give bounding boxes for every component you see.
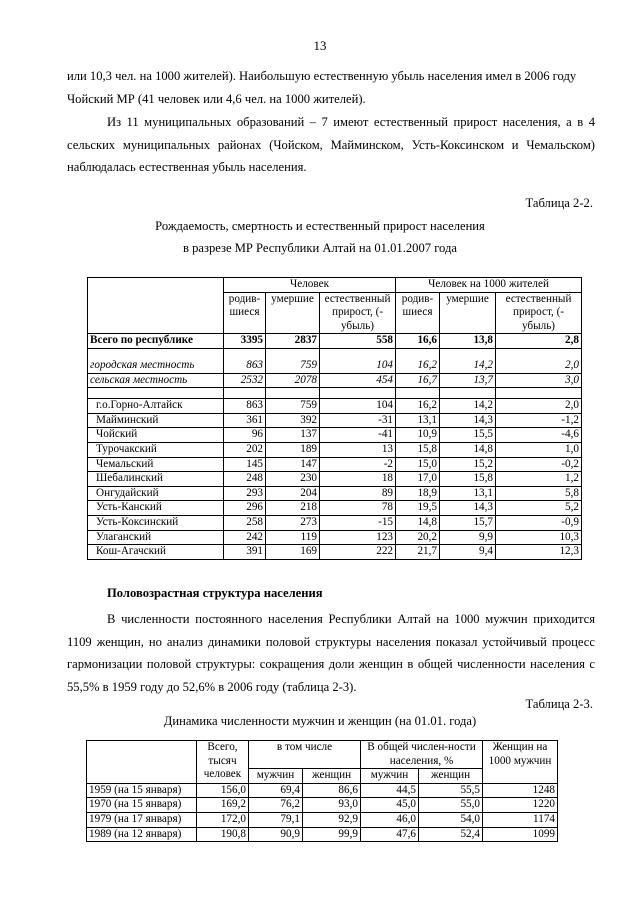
header-total: Всего, тысяч человек [197, 741, 249, 784]
table-row: Улаганский 242 119 123 20,2 9,9 10,3 [88, 530, 582, 545]
table-row: 1970 (на 15 января) 169,2 76,2 93,0 45,0 55,0 1220 [87, 798, 558, 813]
paragraph-1-line-2: Чойский МР (41 человек или 4,6 чел. на 1000 жителей). [67, 91, 366, 106]
table-row: городская местность 863 759 104 16,2 14,2 2,0 [88, 359, 582, 373]
table-2-3-label: Таблица 2-3. [525, 697, 593, 711]
header-women: женщин [303, 769, 361, 784]
table-row: Усть-Канский 296 218 78 19,5 14,3 5,2 [88, 501, 582, 516]
header-share: В общей числен-ности населения, % [361, 741, 483, 769]
header-natural: естественный прирост, (- убыль) [320, 292, 396, 334]
header-empty-cell [87, 741, 197, 784]
header-women-per-1000: Женщин на 1000 мужчин [483, 741, 558, 784]
header-natural-per1000: естественный прирост, (- убыль) [496, 292, 582, 334]
header-died-per1000: умершие [440, 292, 496, 334]
header-group-persons: Человек [224, 278, 396, 293]
table-row: г.о.Горно-Алтайск 863 759 104 16,2 14,2 2,0 [88, 399, 582, 414]
header-born-per1000: родив-шиеся [396, 292, 440, 334]
table-2-2-label: Таблица 2-2. [525, 196, 593, 210]
table-row: Чойский 96 137 -41 10,9 15,5 -4,6 [88, 428, 582, 443]
page-number: 13 [313, 38, 327, 53]
header-men: мужчин [249, 769, 303, 784]
table-2-2-title-line-2: в разрезе МР Республики Алтай на 01.01.2007 года [183, 241, 457, 255]
table-2-2 [87, 277, 582, 560]
table-row-total: Всего по республике 3395 2837 558 16,6 13,8 2,8 [88, 334, 582, 349]
table-row: 1979 (на 17 января) 172,0 79,1 92,9 46,0 54,0 1174 [87, 812, 558, 827]
header-empty-cell [88, 278, 224, 334]
header-including: в том числе [249, 741, 361, 769]
header-died: умершие [266, 292, 320, 334]
table-row: Турочакский 202 189 13 15,8 14,8 1,0 [88, 442, 582, 457]
paragraph-1-line-1: или 10,3 чел. на 1000 жителей). Наибольшую естественную убыль населения имел в 2006 году [67, 69, 577, 83]
table-row: Шебалинский 248 230 18 17,0 15,8 1,2 [88, 472, 582, 487]
table-row: 1989 (на 12 января) 190,8 90,9 99,9 47,6 52,4 1099 [87, 827, 558, 842]
header-group-per1000: Человек на 1000 жителей [396, 278, 582, 293]
table-row: Майминский 361 392 -31 13,1 14,3 -1,2 [88, 413, 582, 428]
table-2-3 [86, 740, 558, 842]
table-2-2-title-line-1: Рождаемость, смертность и естественный прирост населения [155, 219, 485, 233]
paragraph-2: Из 11 муниципальных образований – 7 имеют естественный прирост населения, а в 4 сельских муниципальных районах (Чойском, Майминском, Усть-Коксинском и Чемальском) наблюдалась естественная убыль населения. [67, 115, 595, 174]
table-row: Усть-Коксинский 258 273 -15 14,8 15,7 -0,9 [88, 515, 582, 530]
table-row: 1959 (на 15 января) 156,0 69,4 86,6 44,5 55,5 1248 [87, 783, 558, 798]
paragraph-3: В численности постоянного населения Республики Алтай на 1000 мужчин приходится 1109 женщин, но анализ динамики половой структуры населения показал устойчивый процесс гармонизации половой структуры: сокращения доли женщин в общей численности населения с 55,5% в 1959 году до 52,6% в 2006 году (таблица 2-3). [67, 612, 595, 694]
table-row: Онгудайский 293 204 89 18,9 13,1 5,8 [88, 486, 582, 501]
table-row: Кош-Агачский 391 169 222 21,7 9,4 12,3 [88, 545, 582, 560]
header-share-women: женщин [419, 769, 483, 784]
table-row: Чемальский 145 147 -2 15,0 15,2 -0,2 [88, 457, 582, 472]
table-2-3-title: Динамика численности мужчин и женщин (на 01.01. года) [163, 714, 477, 728]
paragraph-1 [67, 65, 595, 110]
header-share-men: мужчин [361, 769, 419, 784]
table-row: сельская местность 2532 2078 454 16,7 13,7 3,0 [88, 373, 582, 388]
header-born: родив-шиеся [224, 292, 266, 334]
section-heading: Половозрастная структура населения [107, 586, 323, 600]
